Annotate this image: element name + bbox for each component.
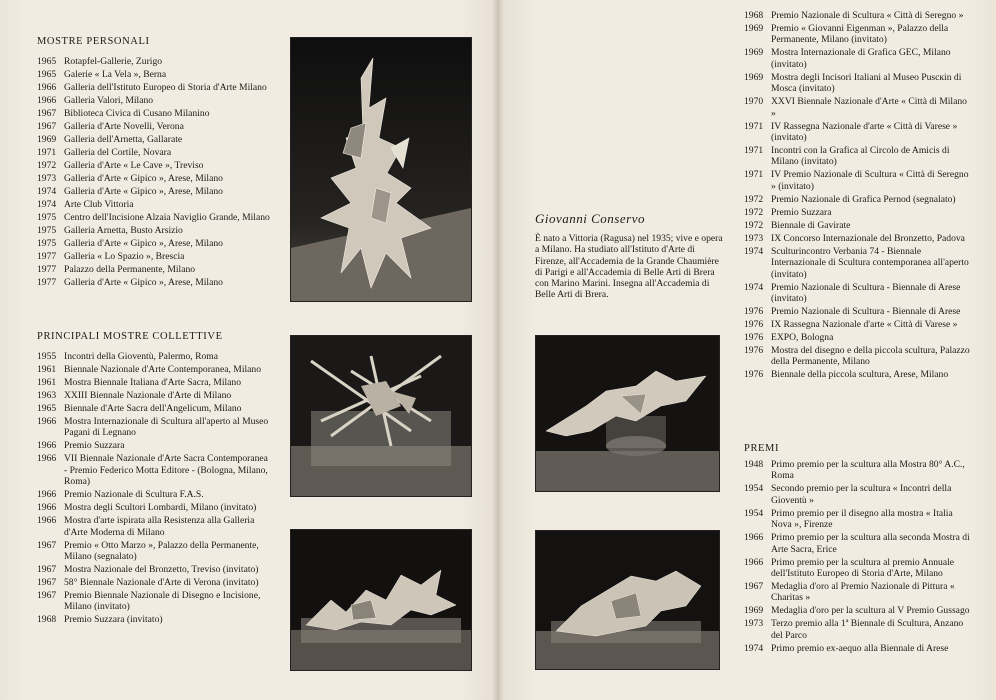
entry-year: 1966	[37, 416, 57, 427]
entry-text: Premio Nazionale di Scultura « Città di Seregno »	[771, 10, 964, 21]
entry-text: Palazzo della Permanente, Milano	[64, 264, 196, 275]
artist-name: Giovanni Conservo	[535, 211, 645, 226]
personal-exhibition-entry	[37, 95, 272, 106]
exhibition-entry	[744, 345, 974, 368]
personal-exhibition-entry	[37, 56, 272, 67]
personal-exhibition-entry	[37, 264, 272, 275]
exhibition-entry	[744, 369, 974, 380]
entry-year: 1965	[37, 56, 57, 67]
collective-exhibition-entry	[37, 564, 272, 575]
exhibition-entry	[744, 10, 974, 21]
entry-year: 1948	[744, 459, 764, 470]
entry-text: Galleria Valori, Milano	[64, 95, 154, 106]
entry-text: Biennale della piccola scultura, Arese, Milano	[771, 369, 949, 381]
entry-year: 1967	[744, 581, 764, 593]
collective-exhibition-entry	[37, 577, 272, 588]
entry-year: 1972	[744, 206, 764, 218]
collective-exhibition-entry	[37, 351, 272, 362]
entry-text: IX Rassegna Nazionale d'arte « Città di Varese »	[771, 319, 958, 331]
entry-text: Galleria del Cortile, Novara	[64, 147, 172, 158]
entry-year: 1973	[744, 618, 764, 630]
entry-text: Medaglia d'oro per la scultura al V Premio Gussago	[771, 605, 970, 617]
entry-text: Premio Suzzara	[771, 206, 832, 218]
exhibition-entry	[744, 96, 974, 119]
collective-exhibitions-heading: PRINCIPALI MOSTRE COLLETTIVE	[37, 331, 223, 342]
personal-exhibition-entry	[37, 82, 272, 93]
collective-exhibition-entry	[37, 489, 272, 500]
exhibition-entry	[744, 220, 974, 231]
personal-exhibitions-heading: MOSTRE PERSONALI	[37, 36, 150, 47]
entry-text: Premio « Otto Marzo », Palazzo della Permanente, Milano (segnalato)	[64, 539, 259, 563]
entry-text: Primo premio per la scultura al premio Annuale dell'Istituto Europeo di Storia d'Arte, Milano	[771, 556, 955, 580]
entry-year: 1970	[744, 96, 764, 108]
entry-text: Premio Biennale Nazionale di Disegno e Incisione, Milano (invitato)	[64, 590, 261, 613]
entry-year: 1972	[744, 219, 764, 231]
entry-year: 1967	[37, 121, 57, 132]
exhibition-entry	[744, 207, 974, 218]
entry-year: 1976	[744, 345, 764, 357]
exhibition-entry	[744, 246, 974, 280]
entry-text: Mostra Internazionale di Grafica GEC, Milano (invitato)	[771, 47, 951, 70]
sculpture-photo-2	[290, 335, 472, 497]
entry-year: 1969	[744, 71, 764, 83]
entry-text: Premio Nazionale di Scultura - Biennale di Arese	[771, 306, 961, 318]
entry-text: Mostra Nazionale del Bronzetto, Treviso (invitato)	[64, 564, 259, 576]
entry-year: 1974	[744, 245, 764, 257]
entry-year: 1968	[37, 614, 57, 626]
entry-year: 1966	[37, 440, 57, 452]
entry-text: Premio Nazionale di Grafica Pernod (segnalato)	[771, 193, 956, 205]
personal-exhibition-entry	[37, 238, 272, 249]
exhibition-entry	[744, 306, 974, 317]
award-entry	[744, 618, 974, 641]
entry-text: Premio Nazionale di Scultura F.A.S.	[64, 489, 204, 501]
entry-text: Mostra Biennale Italiana d'Arte Sacra, Milano	[64, 377, 242, 388]
entry-year: 1966	[37, 502, 57, 514]
entry-year: 1974	[744, 281, 764, 293]
entry-text: Mostra d'arte ispirata alla Resistenza alla Galleria d'Arte Moderna di Milano	[64, 515, 255, 538]
entry-text: Premio Suzzara	[64, 440, 125, 452]
entry-text: VII Biennale Nazionale d'Arte Sacra Contemporanea - Premio Federico Motta Editore - (Bologna, Milano, Roma)	[64, 453, 268, 488]
entry-year: 1976	[744, 306, 764, 318]
entry-text: Galleria « Lo Spazio », Brescia	[64, 251, 185, 262]
collective-exhibition-entry	[37, 403, 272, 414]
entry-year: 1973	[37, 173, 57, 184]
collective-exhibition-entry	[37, 515, 272, 538]
entry-year: 1975	[37, 238, 57, 249]
personal-exhibition-entry	[37, 147, 272, 158]
collective-exhibition-entry	[37, 614, 272, 625]
entry-year: 1977	[37, 264, 57, 275]
entry-text: Primo premio per la scultura alla seconda Mostra di Arte Sacra, Erice	[771, 532, 970, 555]
entry-year: 1969	[744, 605, 764, 617]
entry-year: 1969	[37, 134, 57, 145]
awards-list	[744, 459, 974, 656]
entry-text: Galleria Arnetta, Busto Arsizio	[64, 225, 183, 236]
sculpture-photo-5	[535, 530, 720, 670]
entry-year: 1961	[37, 364, 57, 375]
collective-exhibition-entry	[37, 440, 272, 451]
entry-text: Galleria d'Arte « Le Cave », Treviso	[64, 160, 204, 171]
entry-text: Medaglia d'oro al Premio Nazionale di Pittura « Charitas »	[771, 581, 955, 604]
entry-text: Biennale d'Arte Sacra dell'Angelicum, Milano	[64, 403, 242, 414]
award-entry	[744, 483, 974, 506]
entry-text: Galleria dell'Arnetta, Gallarate	[64, 134, 183, 145]
entry-year: 1969	[744, 23, 764, 34]
personal-exhibition-entry	[37, 186, 272, 197]
entry-text: Primo premio ex-aequo alla Biennale di Arese	[771, 642, 949, 654]
entry-text: IV Rassegna Nazionale d'arte « Città di Varese » (invitato)	[771, 120, 958, 144]
entry-year: 1968	[744, 10, 764, 21]
entry-text: 58° Biennale Nazionale d'Arte di Verona (invitato)	[64, 577, 259, 589]
awards-heading: PREMI	[744, 443, 780, 454]
entry-text: Primo premio per la scultura alla Mostra 80° A.C., Roma	[771, 459, 965, 482]
entry-year: 1974	[37, 199, 57, 210]
collective-exhibition-entry	[37, 377, 272, 388]
book-gutter	[492, 0, 504, 700]
entry-year: 1974	[37, 186, 57, 197]
entry-text: Galleria d'Arte « Gipico », Arese, Milano	[64, 186, 223, 197]
entry-year: 1967	[37, 564, 57, 576]
entry-year: 1972	[37, 160, 57, 171]
entry-year: 1975	[37, 225, 57, 236]
personal-exhibition-entry	[37, 69, 272, 80]
collective-exhibition-entry	[37, 540, 272, 563]
award-entry	[744, 508, 974, 531]
entry-year: 1966	[37, 82, 57, 93]
entry-year: 1971	[37, 147, 57, 158]
personal-exhibitions-list	[37, 56, 272, 290]
personal-exhibition-entry	[37, 251, 272, 262]
entry-text: Galerie « La Vela », Berna	[64, 69, 167, 80]
exhibition-entry	[744, 145, 974, 168]
entry-text: Galleria d'Arte « Gipico », Arese, Milano	[64, 173, 223, 184]
personal-exhibition-entry	[37, 134, 272, 145]
exhibition-entry	[744, 47, 974, 70]
entry-text: Premio Nazionale di Scultura - Biennale di Arese (invitato)	[771, 281, 961, 305]
entry-text: Incontri della Gioventù, Palermo, Roma	[64, 351, 218, 362]
entry-year: 1955	[37, 351, 57, 362]
entry-text: Sculturincontro Verbania 74 - Biennale Internazionale di Scultura contemporanea all'aperto (invitato)	[771, 245, 969, 280]
exhibitions-continued-list	[744, 10, 974, 382]
entry-year: 1969	[744, 47, 764, 59]
entry-year: 1966	[37, 515, 57, 527]
award-entry	[744, 557, 974, 580]
entry-year: 1974	[744, 642, 764, 654]
entry-year: 1966	[37, 489, 57, 501]
entry-text: Premio Suzzara (invitato)	[64, 614, 163, 626]
award-entry	[744, 581, 974, 604]
collective-exhibition-entry	[37, 390, 272, 401]
entry-text: Mostra degli Scultori Lombardi, Milano (invitato)	[64, 502, 257, 514]
collective-exhibition-entry	[37, 416, 272, 439]
entry-year: 1961	[37, 377, 57, 388]
entry-text: Secondo premio per la scultura « Incontri della Gioventù »	[771, 483, 952, 506]
entry-year: 1971	[744, 120, 764, 132]
personal-exhibition-entry	[37, 212, 272, 223]
personal-exhibition-entry	[37, 199, 272, 210]
entry-year: 1972	[744, 193, 764, 205]
artist-bio: È nato a Vittoria (Ragusa) nel 1935; vive e opera a Milano. Ha studiato all'Istituto d'Arte di Firenze, all'Accademia de la Grande Chaumière di Parigi e all'Accademia di Belle Arti di Brera con Marino Marini. Insegna all'Accademia di Belle Arti di Brera.	[535, 233, 723, 301]
personal-exhibition-entry	[37, 108, 272, 119]
entry-year: 1966	[744, 556, 764, 568]
award-entry	[744, 605, 974, 616]
award-entry	[744, 532, 974, 555]
entry-text: Terzo premio alla 1ª Biennale di Scultura, Anzano del Parco	[771, 618, 964, 641]
entry-year: 1977	[37, 277, 57, 288]
entry-text: EXPO, Bologna	[771, 332, 834, 344]
award-entry	[744, 459, 974, 482]
personal-exhibition-entry	[37, 173, 272, 184]
personal-exhibition-entry	[37, 160, 272, 171]
sculpture-photo-4	[535, 335, 720, 492]
entry-text: IV Premio Nazionale di Scultura « Città di Seregno » (invitato)	[771, 169, 969, 192]
entry-text: XXIII Biennale Nazionale d'Arte di Milano	[64, 390, 232, 401]
entry-text: Mostra degli Incisori Italiani al Museo Puscкin di Mosca (invitato)	[771, 71, 962, 95]
entry-year: 1967	[37, 539, 57, 551]
entry-year: 1965	[37, 69, 57, 80]
entry-year: 1967	[37, 590, 57, 602]
entry-text: Rotapfel-Gallerie, Zurigo	[64, 56, 163, 67]
entry-year: 1966	[744, 532, 764, 544]
entry-text: Mostra del disegno e della piccola scultura, Palazzo della Permanente, Milano	[771, 345, 970, 368]
exhibition-entry	[744, 332, 974, 343]
collective-exhibition-entry	[37, 502, 272, 513]
collective-exhibitions-list	[37, 351, 272, 627]
entry-year: 1967	[37, 108, 57, 119]
sculpture-photo-1	[290, 37, 472, 302]
entry-text: Biennale di Gavirate	[771, 219, 851, 231]
entry-text: Galleria d'Arte « Gipico », Arese, Milano	[64, 277, 223, 288]
exhibition-entry	[744, 72, 974, 95]
entry-text: IX Concorso Internazionale del Bronzetto, Padova	[771, 232, 965, 244]
entry-year: 1965	[37, 403, 57, 414]
entry-year: 1971	[744, 145, 764, 157]
entry-text: Galleria d'Arte « Gipico », Arese, Milano	[64, 238, 223, 249]
exhibition-entry	[744, 319, 974, 330]
entry-text: Centro dell'Incisione Alzaia Naviglio Grande, Milano	[64, 212, 270, 223]
sculpture-photo-3	[290, 529, 472, 671]
entry-year: 1976	[744, 319, 764, 331]
entry-year: 1954	[744, 483, 764, 495]
personal-exhibition-entry	[37, 225, 272, 236]
collective-exhibition-entry	[37, 453, 272, 487]
collective-exhibition-entry	[37, 590, 272, 613]
personal-exhibition-entry	[37, 121, 272, 132]
exhibition-entry	[744, 23, 974, 46]
personal-exhibition-entry	[37, 277, 272, 288]
entry-year: 1971	[744, 169, 764, 181]
entry-text: Mostra Internazionale di Scultura all'aperto al Museo Pagani di Legnano	[64, 416, 269, 439]
exhibition-entry	[744, 282, 974, 305]
entry-year: 1963	[37, 390, 57, 401]
entry-text: Primo premio per il disegno alla mostra « Italia Nova », Firenze	[771, 507, 953, 531]
exhibition-entry	[744, 233, 974, 244]
entry-year: 1975	[37, 212, 57, 223]
entry-text: Galleria d'Arte Novelli, Verona	[64, 121, 184, 132]
entry-year: 1954	[744, 507, 764, 519]
exhibition-entry	[744, 121, 974, 144]
entry-text: Biennale Nazionale d'Arte Contemporanea, Milano	[64, 364, 261, 375]
collective-exhibition-entry	[37, 364, 272, 375]
award-entry	[744, 643, 974, 654]
entry-text: Arte Club Vittoria	[64, 199, 134, 210]
exhibition-entry	[744, 169, 974, 192]
entry-text: Premio « Giovanni Eigenman », Palazzo della Permanente, Milano (invitato)	[771, 23, 949, 46]
exhibition-entry	[744, 194, 974, 205]
entry-text: XXVI Biennale Nazionale d'Arte « Città di Milano »	[771, 96, 967, 119]
entry-year: 1976	[744, 332, 764, 344]
entry-year: 1966	[37, 453, 57, 465]
entry-text: Incontri con la Grafica al Circolo de Amicis di Milano (invitato)	[771, 145, 950, 168]
entry-year: 1966	[37, 95, 57, 106]
entry-year: 1976	[744, 369, 764, 381]
entry-year: 1977	[37, 251, 57, 262]
entry-text: Galleria dell'Istituto Europeo di Storia d'Arte Milano	[64, 82, 267, 93]
entry-text: Biblioteca Civica di Cusano Milanino	[64, 108, 210, 119]
entry-year: 1973	[744, 232, 764, 244]
entry-year: 1967	[37, 577, 57, 589]
